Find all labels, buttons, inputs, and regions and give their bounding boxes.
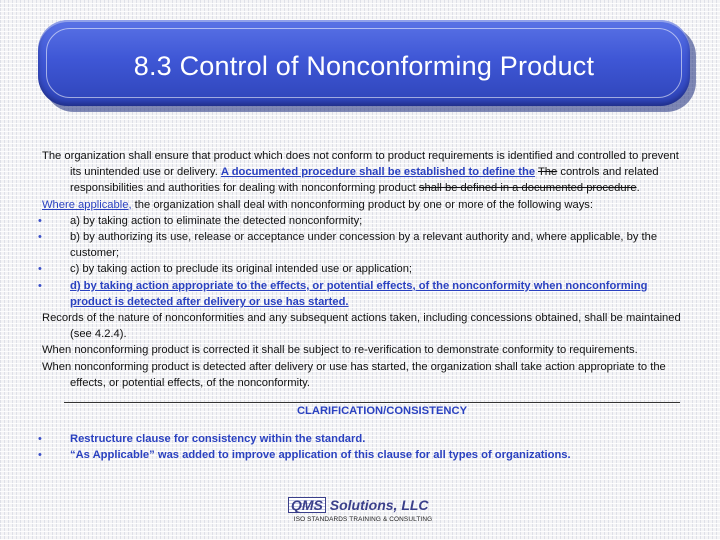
intro-text: The organization shall ensure that product which does not conform to product requirements is identified and controlled to prevent its unintended use or delivery. [42,150,679,179]
where-text: the organization shall deal with nonconforming product by one or more of the following ways: [131,198,593,211]
corrected-paragraph: When nonconforming product is corrected it shall be subject to re-verification to demonstrate conformity to requirements. [42,344,638,357]
intro-end: . [636,182,640,195]
where-paragraph [42,197,690,213]
bullet-icon: • [38,263,42,276]
bullet-text: a) by taking action to eliminate the detected nonconformity; [70,214,363,227]
bullet-icon: • [38,279,42,292]
bullet-icon: • [38,448,42,461]
bullet-item-b [38,229,690,261]
intro-paragraph [42,148,690,197]
clarification-text: “As Applicable” was added to improve application of this clause for all types of organizations. [70,448,571,461]
company-logo [288,497,436,515]
clarification-heading: CLARIFICATION/CONSISTENCY [64,402,680,419]
clarification-item [38,431,690,447]
where-added-text: Where applicable, [42,198,132,211]
bullet-text: b) by authorizing its use, release or acceptance under concession by a relevant authority and, where applicable, by the customer; [70,231,658,260]
bullet-text: c) by taking action to preclude its original intended use or application; [70,263,413,276]
bullet-icon: • [38,432,42,445]
intro-added-text: A documented procedure shall be established to define the [220,166,536,179]
bullet-icon: • [38,214,42,227]
intro-middle-text: controls and related responsibilities and authorities for dealing with nonconforming product [70,166,659,195]
intro-struck-the: The [537,166,558,179]
title-banner [38,20,690,106]
bullet-item-d [38,278,690,310]
intro-struck-text: shall be defined in a documented procedure [418,182,637,195]
clarification-text: Restructure clause for consistency within the standard. [70,432,366,445]
logo-text: Solutions, LLC [325,497,429,513]
slide-body [38,148,690,463]
bullet-item-c [38,261,690,277]
clarification-item [38,447,690,463]
logo-mark: QMS [288,497,326,513]
records-paragraph: Records of the nature of nonconformities and any subsequent actions taken, including concessions obtained, shall be maintained (see 4.2.4). [42,312,681,341]
slide-title: 8.3 Control of Nonconforming Product [133,51,595,81]
bullet-item-a [38,213,690,229]
bullet-added-text: d) by taking action appropriate to the effects, or potential effects, of the nonconformity when nonconforming product is detected after delivery or use has started. [70,279,648,308]
company-tagline: ISO STANDARDS TRAINING & CONSULTING [293,516,433,523]
detected-paragraph: When nonconforming product is detected after delivery or use has started, the organization shall take action appropriate to the effects, or potential effects, of the nonconformity. [42,360,666,389]
bullet-icon: • [38,231,42,244]
